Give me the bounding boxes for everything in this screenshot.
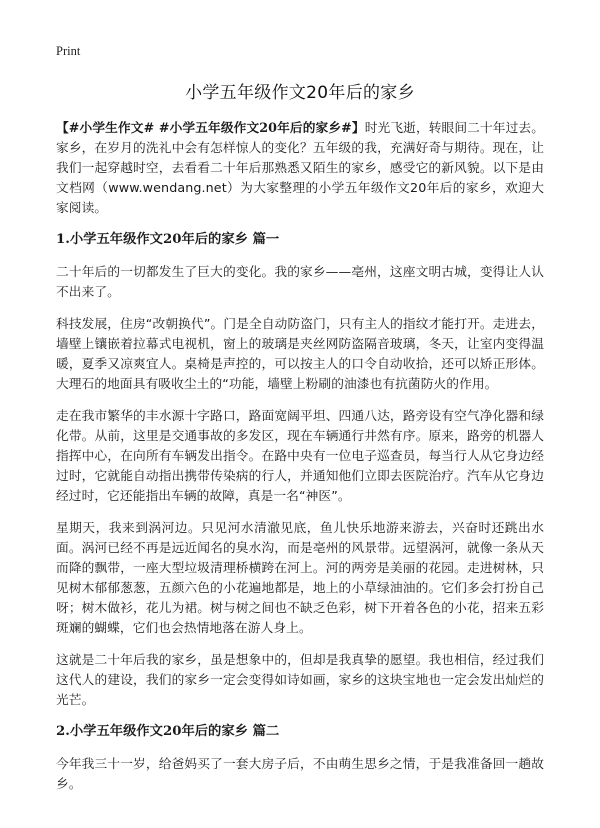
section-1-paragraph-4: 星期天，我来到涡河边。只见河水清澈见底，鱼儿快乐地游来游去，兴奋时还跳出水面。涡河已经不再是远近闻名的臭水沟，而是亳州的风景带。远望涡河，就像一条从天而降的飘带，一座大型垃圾清理桥横跨在河上。河的两旁是美丽的花园。走进树林，只见树木郁郁葱葱，五颜六色的小花遍地都是，地上的小草绿油油的。它们多会打扮自己呀；树木做衫，花儿为裙。树与树之间也不缺乏色彩，树下开着各色的小花，招来五彩斑斓的蝴蝶，它们也会热情地落在游人身上。: [56, 520, 544, 635]
section-1-paragraph-3: 走在我市繁华的丰水源十字路口，路面宽阔平坦、四通八达，路旁设有空气净化器和绿化带。从前，这里是交通事故的多发区，现在车辆通行井然有序。原来，路旁的机器人指挥中心，在向所有车辆发出指令。在路中央有一位电子巡查员，每当行人从它身边经过时，它就能自动指出携带传染病的行人，并通知他们立即去医院治疗。汽车从它身边经过时，它还能指出车辆的故障，真是一名“神医”。: [56, 408, 544, 503]
section-heading-2: 2.小学五年级作文20年后的家乡 篇二: [56, 724, 280, 739]
intro-text: 时光飞逝，转眼间二十年过去。家乡，在岁月的洗礼中会有怎样惊人的变化？五年级的我，充满好奇与期待。现在，让我们一起穿越时空，去看看二十年后那熟悉又陌生的家乡，感受它的新风貌。以下是由文档网（www.wendang.net）为大家整理的小学五年级作文20年后的家乡，欢迎大家阅读。: [56, 120, 544, 215]
article-body: [56, 118, 544, 806]
section-heading-1: 1.小学五年级作文20年后的家乡 篇一: [56, 232, 280, 247]
section-2-paragraph-1: 今年我三十一岁，给爸妈买了一套大房子后，不由萌生思乡之情，于是我准备回一趟故乡。: [56, 756, 544, 791]
section-1-paragraph-1: 二十年后的一切都发生了巨大的变化。我的家乡——亳州，这座文明古城，变得让人认不出来了。: [56, 264, 544, 299]
print-link[interactable]: Print: [56, 44, 81, 58]
page-title: 小学五年级作文20年后的家乡: [185, 83, 415, 103]
intro-tag: 【#小学生作文# #小学五年级作文20年后的家乡#】: [56, 120, 365, 135]
intro-paragraph: [56, 118, 544, 218]
section-1-paragraph-5: 这就是二十年后我的家乡，虽是想象中的，但却是我真挚的愿望。我也相信，经过我们这代人的建设，我们的家乡一定会变得如诗如画，家乡的这块宝地也一定会发出灿烂的光芒。: [56, 652, 544, 707]
section-1-paragraph-2: 科技发展，住房“改朝换代”。门是全自动防盗门，只有主人的指纹才能打开。走进去，墙壁上镶嵌着拉幕式电视机，窗上的玻璃是夹丝网防盗隔音玻璃，冬天，让室内变得温暖，夏季又凉爽宜人。桌椅是声控的，可以按主人的口令自动收拾，还可以矫正形体。大理石的地面具有吸收尘土的“功能，墙壁上粉刷的油漆也有抗菌防火的作用。: [56, 316, 544, 391]
